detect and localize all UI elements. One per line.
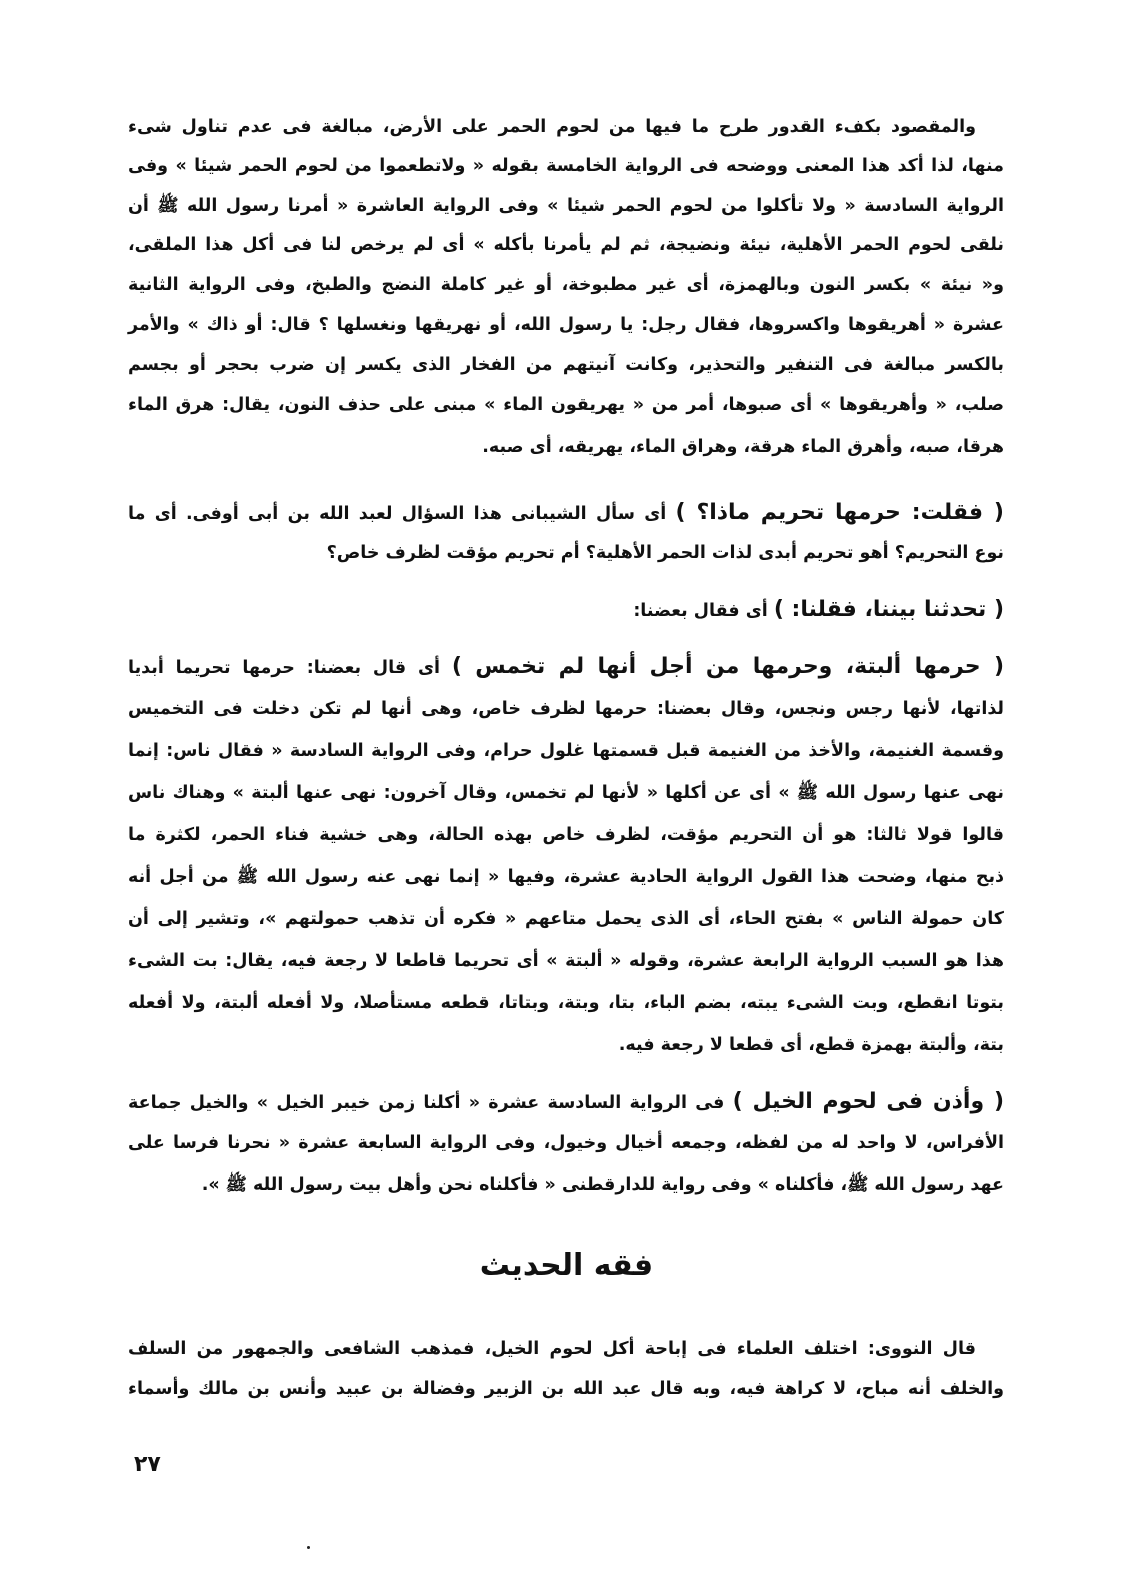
text-line (128, 229, 1004, 261)
text-line (128, 777, 1004, 809)
text-segment: أى سأل الشيبانى هذا السؤال لعبد الله بن أبى أوفى. أى ما (128, 504, 676, 524)
text-segment: وقسمة الغنيمة، والأخذ من الغنيمة قبل قسمتها غلول حرام، وفى الرواية السادسة « فقال ناس: إنما (128, 741, 1004, 761)
bold-quoted-phrase: ( فقلت: حرمها تحريم ماذا؟ ) (675, 500, 1004, 525)
text-segment: قالوا قولا ثالثا: هو أن التحريم مؤقت، لظرف خاص بهذه الحالة، وهى خشية فناء الحمر، لكثرة ما (128, 825, 1004, 845)
text-segment: والمقصود بكفء القدور طرح ما فيها من لحوم الحمر على الأرض، مبالغة فى عدم تناول شىء (128, 117, 976, 137)
text-segment: صلب، « وأهريقوها » أى صبوها، أمر من « يهريقون الماء » مبنى على حذف النون، يقال: هرق الماء (128, 395, 1004, 415)
text-line (128, 497, 1004, 529)
text-line (128, 1086, 1004, 1118)
text-line (128, 1333, 976, 1365)
text-line (128, 111, 976, 143)
text-segment: كان حمولة الناس » بفتح الحاء، أى الذى يحمل متاعهم « فكره أن تذهب حمولتهم »، وتشير إلى أن (128, 909, 1004, 929)
text-line (128, 987, 1004, 1019)
text-line (128, 735, 1004, 767)
text-line (128, 651, 1004, 683)
text-line (128, 945, 1004, 977)
text-line (128, 1373, 1004, 1405)
text-segment: بتة، وألبتة بهمزة قطع، أى قطعا لا رجعة فيه. (618, 1035, 1004, 1055)
text-line (128, 309, 1004, 341)
stray-dot (307, 1546, 310, 1549)
text-line (128, 269, 1004, 301)
text-line (128, 693, 1004, 725)
text-line (128, 861, 1004, 893)
text-line (128, 1029, 1004, 1061)
text-segment: عشرة « أهريقوها واكسروها، فقال رجل: يا رسول الله، أو نهريقها ونغسلها ؟ قال: أو ذاك » والأمر (128, 315, 1004, 335)
text-segment: بالكسر مبالغة فى التنفير والتحذير، وكانت آنيتهم من الفخار الذى يكسر إن ضرب بحجر أو بجسم (128, 355, 1004, 375)
text-segment: قال النووى: اختلف العلماء فى إباحة أكل لحوم الخيل، فمذهب الشافعى والجمهور من السلف (128, 1339, 976, 1359)
text-segment: نلقى لحوم الحمر الأهلية، نيئة ونضيجة، ثم لم يأمرنا بأكله » أى لم يرخص لنا فى أكل هذا الملقى، (128, 235, 1004, 255)
text-segment: و« نيئة » بكسر النون وبالهمزة، أى غير مطبوخة، أو غير كاملة النضج والطبخ، وفى الرواية الثانية (128, 275, 1004, 295)
text-line (128, 1169, 1004, 1201)
text-segment: بتوتا انقطع، وبت الشىء يبته، بضم الباء، بتا، وبتة، وبتاتا، قطعه مستأصلا، ولا أفعله ألبتة، ولا أفعله (128, 993, 1004, 1013)
text-line (128, 431, 1004, 463)
text-segment: عهد رسول الله ﷺ، فأكلناه » وفى رواية للدارقطنى « فأكلناه نحن وأهل بيت رسول الله ﷺ ». (201, 1175, 1004, 1195)
text-segment: أى فقال بعضنا: (633, 601, 774, 621)
text-line (128, 537, 1004, 569)
bold-quoted-phrase: ( تحدثنا بيننا، فقلنا: ) (773, 597, 1004, 622)
text-segment: الأفراس، لا واحد له من لفظه، وجمعه أخيال وخيول، وفى الرواية السابعة عشرة « نحرنا فرسا على (128, 1133, 1004, 1153)
text-line (128, 349, 1004, 381)
text-segment: الرواية السادسة « ولا تأكلوا من لحوم الحمر شيئا » وفى الرواية العاشرة « أمرنا رسول الله ﷺ أن (128, 196, 1004, 216)
bold-quoted-phrase: ( وأذن فى لحوم الخيل ) (732, 1089, 1004, 1114)
text-segment: هرقا، صبه، وأهرق الماء هرقة، وهراق الماء، يهريقه، أى صبه. (482, 437, 1004, 457)
text-segment: منها، لذا أكد هذا المعنى ووضحه فى الرواية الخامسة بقوله « ولاتطعموا من لحوم الحمر شيئا » وفى (128, 156, 1004, 176)
text-line (128, 903, 1004, 935)
text-segment: والخلف أنه مباح، لا كراهة فيه، وبه قال عبد الله بن الزبير وفضالة بن عبيد وأنس بن مالك وأسماء (128, 1379, 1004, 1399)
text-line (128, 1127, 1004, 1159)
text-line (128, 819, 1004, 851)
page-number: ٢٧ (134, 1452, 161, 1477)
text-segment: أى قال بعضنا: حرمها تحريما أبديا (128, 658, 452, 678)
bold-quoted-phrase: ( حرمها ألبتة، وحرمها من أجل أنها لم تخمس ) (451, 654, 1004, 679)
text-segment: فى الرواية السادسة عشرة « أكلنا زمن خيبر الخيل » والخيل جماعة (128, 1093, 733, 1113)
text-line (128, 150, 1004, 182)
text-line (128, 190, 1004, 222)
text-line (128, 389, 1004, 421)
text-segment: نهى عنها رسول الله ﷺ » أى عن أكلها « لأنها لم تخمس، وقال آخرون: نهى عنها ألبتة » وهناك ناس (128, 783, 1004, 803)
text-segment: هذا هو السبب الرواية الرابعة عشرة، وقوله « ألبتة » أى تحريما قاطعا لا رجعة فيه، يقال: بت الشىء (128, 951, 1004, 971)
text-segment: لذاتها، لأنها رجس ونجس، وقال بعضنا: حرمها لظرف خاص، وهى أنها لم تكن دخلت فى التخميس (128, 699, 1004, 719)
text-segment: ذبح منها، وضحت هذا القول الرواية الحادية عشرة، وفيها « إنما نهى عنه رسول الله ﷺ من أجل أنه (128, 867, 1004, 887)
text-segment: نوع التحريم؟ أهو تحريم أبدى لذات الحمر الأهلية؟ أم تحريم مؤقت لظرف خاص؟ (326, 543, 1004, 563)
section-heading: فقه الحديث (479, 1248, 654, 1283)
text-line (128, 594, 1004, 626)
